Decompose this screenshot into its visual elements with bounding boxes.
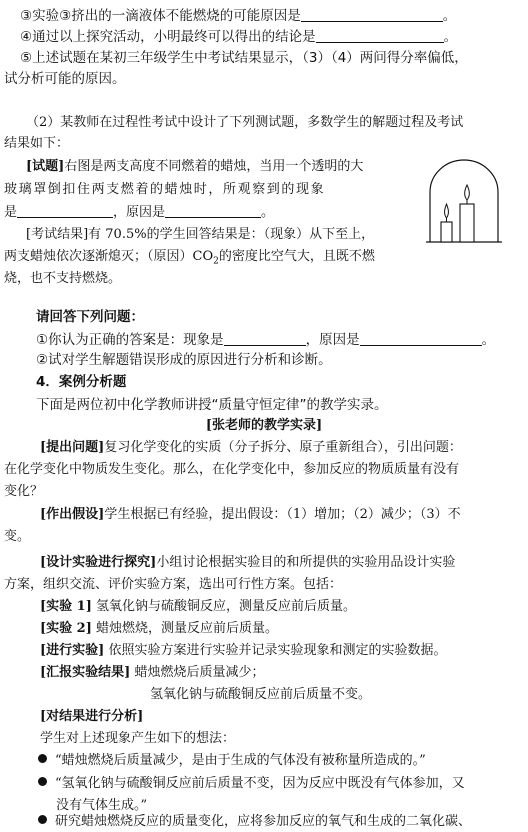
bullet-item-2-cont: 没有气体生成。”	[56, 798, 148, 813]
result-line-2: 两支蜡烛依次逐渐熄灭；（原因）$CO_2$的密度比空气大，且既不燃	[4, 249, 375, 267]
answer-blank	[360, 331, 482, 346]
question-5-line-2: 试分析可能的原因。	[4, 71, 126, 87]
test-line-3: 是 ，原因是 。	[4, 205, 275, 220]
report-results-line-2: 氢氧化钠与硫酸铜反应前后质量不变。	[150, 687, 372, 702]
answer-question-1: ①你认为正确的答案是：现象是 ，原因是 。	[36, 332, 496, 348]
answer-blank	[316, 28, 444, 43]
pose-question-line-2: 在化学变化中物质发生变化。那么，在化学变化中，参加反应的物质质量有没有	[4, 462, 460, 477]
bullet-icon	[38, 815, 47, 824]
tall-candle-flame-icon	[465, 185, 470, 200]
report-results-line-1: [汇报实验结果] 蜡烛燃烧后质量减少；	[40, 665, 265, 680]
bullet-icon	[38, 777, 47, 786]
section-4-intro: 下面是两位初中化学教师讲授“质量守恒定律”的教学实录。	[36, 397, 388, 413]
section-4-heading: 4．案例分析题	[36, 374, 127, 390]
hypothesis-line-2: 变。	[4, 529, 31, 544]
test-line-2: 玻璃罩倒扣住两支燃着的蜡烛时，所观察到的现象	[4, 182, 326, 197]
answer-blank	[17, 203, 113, 218]
question-3: ③实验③挤出的一滴液体不能燃烧的可能原因是 。	[20, 8, 457, 24]
question-5-line-1: ⑤上述试题在某初三年级学生中考试结果显示，（3）（4）两问得分率偏低，	[20, 50, 468, 66]
bullet-item-3: 研究蜡烛燃烧反应的质量变化，应将参加反应的氧气和生成的二氧化碳、	[38, 812, 471, 832]
question-4: ④通过以上探究活动，小明最终可以得出的结论是 。	[20, 29, 458, 45]
answer-question-2: ②试对学生解题错误形成的原因进行分析和诊断。	[36, 352, 332, 368]
answer-heading: 请回答下列问题：	[36, 309, 144, 325]
part2-intro-line-2: 结果如下：	[4, 136, 70, 151]
test-line-1: [试题]右图是两支高度不同燃着的蜡烛，当用一个透明的大	[26, 159, 364, 174]
teacher-record-title: [张老师的教学实录]	[205, 418, 323, 433]
analysis-intro: 学生对上述现象产生如下的想法：	[40, 731, 236, 746]
hypothesis-line-1: [作出假设]学生根据已有经验，提出假设：（1）增加；（2）减少；（3）不	[40, 507, 461, 522]
answer-blank	[301, 7, 443, 22]
experiment-1: [实验 1] 氢氧化钠与硫酸铜反应，测量反应前后质量。	[40, 599, 357, 614]
answer-blank	[224, 331, 306, 346]
design-line-2: 方案，组织交流、评价实验方案，选出可行性方案。包括：	[4, 577, 343, 592]
part2-intro-line-1: （2）某教师在过程性考试中设计了下列测试题，多数学生的解题过程及考试	[26, 115, 464, 130]
design-line-1: [设计实验进行探究]小组讨论根据实验目的和所提供的实验用品设计实验	[40, 555, 456, 570]
tall-candle	[460, 204, 474, 242]
run-experiment: [进行实验] 依照实验方案进行实验并记录实验现象和测定的实验数据。	[40, 643, 447, 658]
bullet-item-1: “蜡烛燃烧后质量减少，是由于生成的气体没有被称量所造成的。”	[38, 751, 426, 771]
short-candle	[441, 222, 452, 242]
answer-blank	[165, 203, 261, 218]
result-line-3: 烧，也不支持燃烧。	[4, 271, 122, 286]
pose-question-line-1: [提出问题]复习化学变化的实质（分子拆分、原子重新组合），引出问题：	[40, 440, 462, 455]
test-tag: [试题]	[26, 159, 65, 174]
analysis-heading: [对结果进行分析]	[40, 709, 144, 724]
result-tag: [考试结果]	[26, 227, 89, 242]
bell-jar-candles-figure	[424, 158, 504, 248]
short-candle-flame-icon	[445, 204, 449, 218]
result-line-1: [考试结果]有 70.5%的学生回答结果是：（现象）从下至上，	[26, 227, 375, 242]
experiment-2: [实验 2] 蜡烛燃烧，测量反应前后质量。	[40, 621, 279, 636]
pose-question-line-3: 变化？	[4, 484, 44, 499]
bullet-item-2: “氢氧化钠与硫酸铜反应前后质量不变，因为反应中既没有气体参加，又	[38, 774, 465, 794]
bullet-icon	[38, 754, 47, 763]
